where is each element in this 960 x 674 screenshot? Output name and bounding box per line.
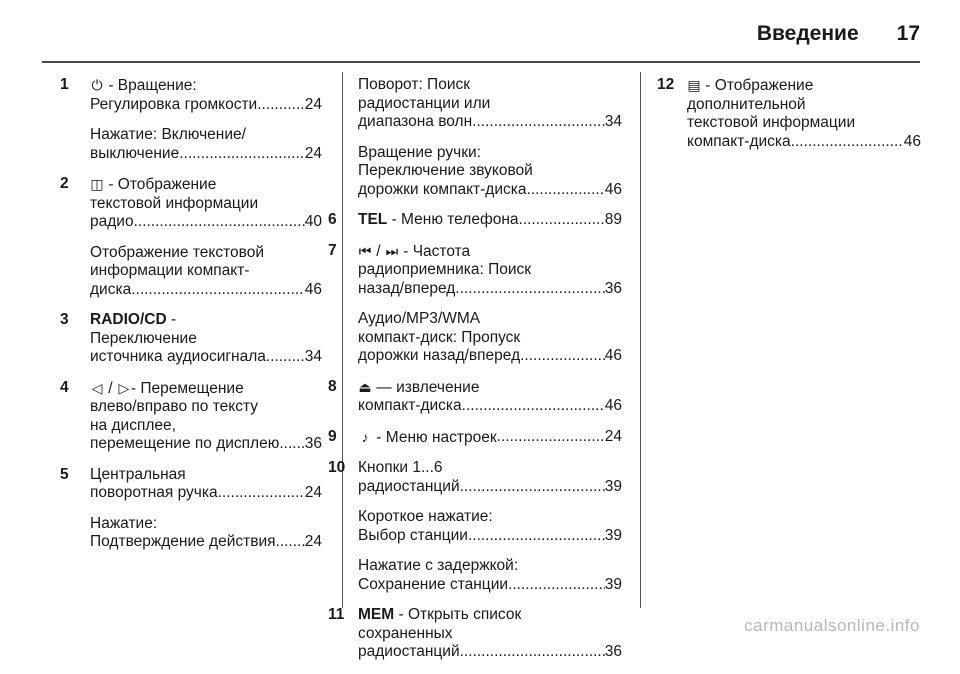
list-item: [328, 211, 622, 236]
toc-entry: поворотная ручка ..... 24: [90, 484, 322, 503]
item-number: 8: [328, 377, 337, 395]
item-number: 1: [60, 76, 69, 93]
power-icon: ⏻: [91, 77, 103, 93]
item-number: 5: [60, 465, 69, 483]
section-title: Введение: [756, 22, 859, 45]
list-item: 10 Кнопки 1...6 радиостанций ..... 39 Короткое нажатие: Выбор станции ..... 39 Нажатие с задержкой: Сохранение станции ..... 39: [328, 459, 622, 600]
left-arrow-icon: ◁: [91, 379, 103, 396]
right-arrow-icon: ▷: [118, 379, 130, 396]
toc-entry: ♪ - Меню настроек ..... 24: [358, 428, 622, 448]
list-item: 2 ◫ - Отображение текстовой информации радио ..... 40 Отображение текстовой информации компакт- диска ..... 46: [60, 175, 322, 305]
toc-entry: диапазона волн ..... 34: [358, 113, 622, 132]
toc-entry: дорожки назад/вперед ..... 46: [358, 347, 622, 366]
mem-key: MEM: [358, 606, 395, 623]
column-2: [328, 76, 622, 674]
column-1: [60, 76, 322, 564]
header-rule: [42, 61, 920, 63]
list-item: 11 MEM - Открыть список сохраненных радиостанций ..... 36: [328, 606, 622, 668]
item-number: 9: [328, 427, 337, 445]
list-item: 4 ◁ / ▷ - Перемещение влево/вправо по тексту на дисплее, перемещение по дисплею ..... 36: [60, 379, 322, 460]
item-number: 6: [328, 211, 337, 228]
next-track-icon: ⏭: [385, 242, 399, 259]
list-item: 12 ▤ - Отображение дополнительной текстовой информации компакт-диска ..... 46: [657, 76, 921, 157]
toc-entry: выключение ..... 24: [90, 145, 322, 164]
tone-settings-icon: ♪: [361, 428, 369, 445]
text-list-icon: ▤: [687, 77, 701, 93]
page-number: 17: [896, 22, 920, 45]
toc-entry: радиостанций ..... 36: [358, 643, 622, 662]
page-header: [757, 14, 920, 54]
column-divider: [640, 72, 641, 608]
column-3: [657, 76, 921, 163]
toc-entry: дорожки компакт-диска ..... 46: [358, 181, 622, 200]
toc-entry: Подтверждение действия ..... 24: [90, 533, 322, 552]
item-number: 11: [328, 606, 345, 623]
toc-entry: радиостанций ..... 39: [358, 478, 622, 497]
toc-entry: Выбор станции ..... 39: [358, 527, 622, 546]
eject-icon: ⏏: [358, 378, 372, 395]
previous-track-icon: ⏮: [358, 242, 372, 259]
info-icon: ◫: [90, 176, 104, 192]
toc-entry: перемещение по дисплею ..... 36: [90, 435, 322, 454]
item-number: 4: [60, 378, 69, 396]
list-item: 3 RADIO/CD - Переключение источника аудиосигнала ..... 34: [60, 311, 322, 373]
radio-cd-key: RADIO/CD: [90, 311, 167, 328]
list-item: [328, 428, 622, 454]
list-item: Поворот: Поиск радиостанции или диапазона волн ..... 34 Вращение ручки: Переключение звуковой дорожки компакт-диска ..... 46: [358, 76, 622, 205]
item-number: 10: [328, 459, 346, 476]
toc-entry: TEL - Меню телефона ..... 89: [358, 211, 622, 230]
list-item: 8 ⏏ — извлечение компакт-диска ..... 46: [328, 378, 622, 422]
item-number: 7: [328, 241, 337, 259]
toc-entry: радио ..... 40: [90, 213, 322, 232]
list-item: 1 ⏻ - Вращение: Регулировка громкости ..... 24 Нажатие: Включение/ выключение ..... 24: [60, 76, 322, 169]
toc-entry: Сохранение станции ..... 39: [358, 576, 622, 595]
list-item: 7 ⏮ / ⏭ - Частота радиоприемника: Поиск назад/вперед ..... 36 Аудио/MP3/WMA компакт-диск: Пропуск дорожки назад/вперед ..... 46: [328, 242, 622, 372]
watermark: carmanualsonline.info: [744, 616, 920, 635]
item-number: 12: [657, 76, 675, 93]
toc-entry: компакт-диска ..... 46: [358, 397, 622, 416]
toc-entry: Регулировка громкости ..... 24: [90, 96, 322, 115]
toc-entry: источника аудиосигнала ..... 34: [90, 348, 322, 367]
list-item: 5 Центральная поворотная ручка ..... 24 Нажатие: Подтверждение действия ..... 24: [60, 466, 322, 558]
toc-entry: диска ..... 46: [90, 281, 322, 300]
toc-entry: назад/вперед ..... 36: [358, 280, 622, 299]
item-number: 3: [60, 311, 69, 328]
item-number: 2: [60, 175, 69, 192]
toc-entry: компакт-диска ..... 46: [687, 133, 921, 152]
tel-key: TEL: [358, 211, 388, 228]
